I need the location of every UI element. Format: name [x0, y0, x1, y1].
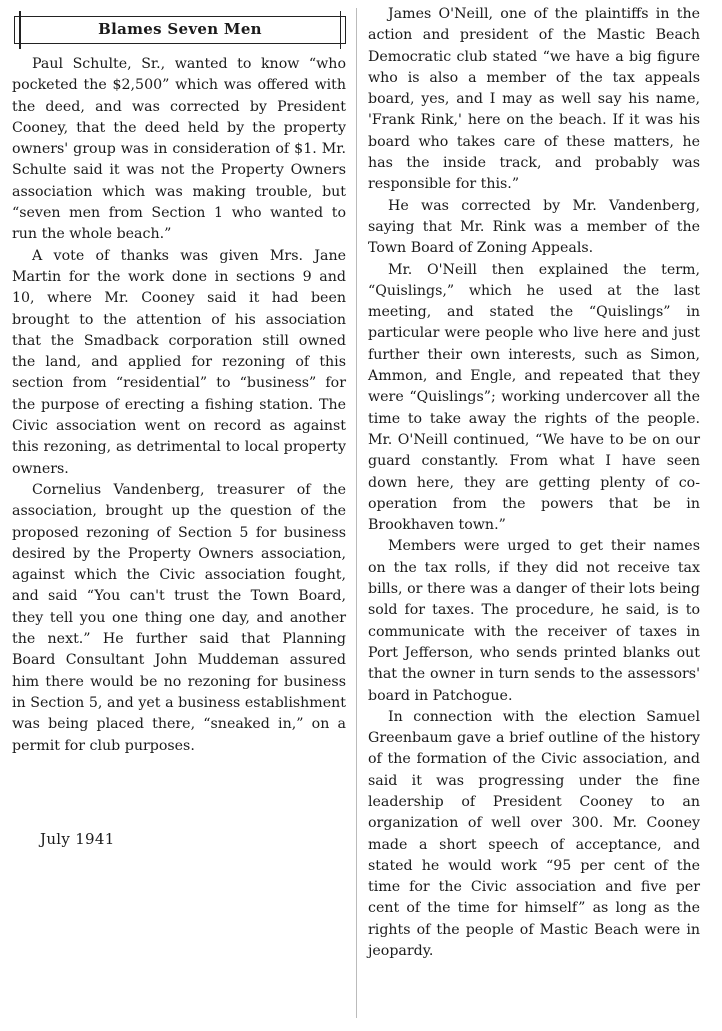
column-divider — [356, 8, 357, 1018]
paragraph: James O'Neill, one of the plaintiffs in the action and president of the Mastic Beach Democratic club stated “we have a big figure who is also a member of the tax appeals board, yes, and I may as well say his name, 'Frank Rink,' here on the beach. If it was his board who takes care of these matters, he has the inside track, and probably was responsible for this.” — [368, 6, 700, 193]
paragraph: A vote of thanks was given Mrs. Jane Martin for the work done in sections 9 and 10, where Mr. Cooney said it had been brought to the attention of his association that the Smadback corporation still owned the land, and applied for rezoning of this section from “residential” to “business” for the purpose of erecting a fishing station. The Civic association went on record as against this rezoning, as detrimental to local property owners. — [12, 247, 346, 477]
paragraph: Cornelius Vandenberg, treasurer of the association, brought up the question of the proposed rezoning of Section 5 for business desired by the Property Owners association, against which the Civic association fought, and said “You can't trust the Town Board, they tell you one thing one day, and another the next.” He further said that Planning Board Consultant John Muddeman assured him there would be no rezoning for business in Section 5, and yet a business establishment was being placed there, “sneaked in,” on a permit for club purposes. — [12, 481, 346, 754]
left-column — [12, 0, 346, 757]
right-paragraphs — [368, 4, 700, 962]
right-column — [368, 0, 700, 962]
paragraph: Paul Schulte, Sr., wanted to know “who pocketed the $2,500” which was offered with the deed, and was corrected by President Cooney, that the deed held by the property owners' group was in consideration of $1. Mr. Schulte said it was not the Property Owners association which was making trouble, but “seven men from Section 1 who wanted to run the whole beach.” — [12, 56, 346, 243]
paragraph: Mr. O'Neill then explained the term, “Quislings,” which he used at the last meeting, and stated the “Quislings” in particular were people who live here and just further their own interests, such as Simon, Ammon, and Engle, and repeated that they were “Quislings”; working undercover all the time to take away the rights of the people. Mr. O'Neill continued, “We have to be on our guard constantly. From what I have seen down here, they are getting plenty of co-operation from the powers that be in Brookhaven town.” — [368, 261, 700, 534]
headline: Blames Seven Men — [98, 20, 262, 38]
date-note: July 1941 — [40, 830, 115, 848]
paragraph: In connection with the election Samuel Greenbaum gave a brief outline of the history of the formation of the Civic association, and said it was progressing under the fine leadership of President Cooney to an organization of well over 300. Mr. Cooney made a short speech of acceptance, and stated he would work “95 per cent of the time for the Civic association and five per cent of the time for himself” as long as the rights of the people of Mastic Beach were in jeopardy. — [368, 708, 700, 960]
paragraph: Members were urged to get their names on the tax rolls, if they did not receive tax bills, or there was a danger of their lots being sold for taxes. The procedure, he said, is to communicate with the receiver of taxes in Port Jefferson, who sends printed blanks out that the owner in turn sends to the assessors' board in Patchogue. — [368, 538, 700, 704]
headline-box — [14, 16, 346, 44]
left-paragraphs — [12, 54, 346, 757]
paragraph: He was corrected by Mr. Vandenberg, saying that Mr. Rink was a member of the Town Board of Zoning Appeals. — [368, 197, 700, 257]
